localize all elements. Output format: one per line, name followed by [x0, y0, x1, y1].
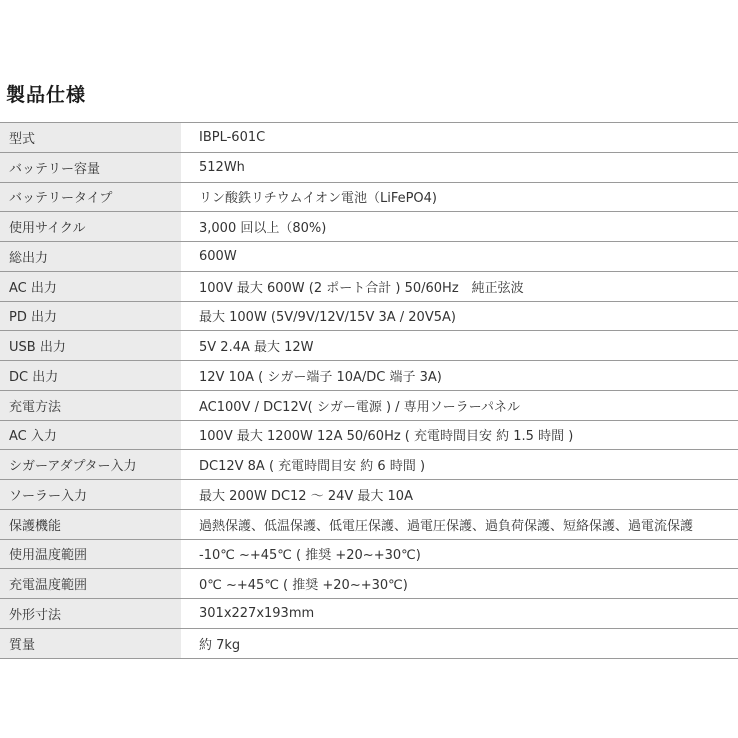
table-row — [0, 539, 738, 569]
table-row — [0, 242, 738, 272]
spec-value: 12V 10A ( シガー端子 10A/DC 端子 3A) — [181, 361, 738, 391]
spec-value: 3,000 回以上（80%) — [181, 212, 738, 242]
spec-label: シガーアダプター入力 — [0, 450, 181, 480]
table-row — [0, 361, 738, 391]
spec-value: IBPL-601C — [181, 123, 738, 153]
table-row — [0, 212, 738, 242]
spec-label: 使用温度範囲 — [0, 539, 181, 569]
spec-value: 600W — [181, 242, 738, 272]
spec-table — [0, 122, 738, 659]
table-row — [0, 509, 738, 539]
table-row — [0, 301, 738, 331]
table-row — [0, 628, 738, 658]
spec-label: 総出力 — [0, 242, 181, 272]
spec-value: リン酸鉄リチウムイオン電池（LiFePO4) — [181, 182, 738, 212]
spec-value: 301x227x193mm — [181, 599, 738, 629]
spec-label: AC 入力 — [0, 420, 181, 450]
page-title: 製品仕様 — [6, 84, 87, 106]
spec-label: バッテリー容量 — [0, 152, 181, 182]
table-row — [0, 569, 738, 599]
spec-label: 型式 — [0, 123, 181, 153]
spec-value: 約 7kg — [181, 628, 738, 658]
table-row — [0, 123, 738, 153]
spec-label: 保護機能 — [0, 509, 181, 539]
spec-value: 過熱保護、低温保護、低電圧保護、過電圧保護、過負荷保護、短絡保護、過電流保護 — [181, 509, 738, 539]
spec-label: 充電方法 — [0, 390, 181, 420]
spec-value: 最大 200W DC12 ～ 24V 最大 10A — [181, 480, 738, 510]
spec-label: PD 出力 — [0, 301, 181, 331]
spec-value: 100V 最大 1200W 12A 50/60Hz ( 充電時間目安 約 1.5 時間 ) — [181, 420, 738, 450]
table-row — [0, 390, 738, 420]
table-row — [0, 599, 738, 629]
spec-label: DC 出力 — [0, 361, 181, 391]
spec-label: ソーラー入力 — [0, 480, 181, 510]
spec-value: -10℃ ~+45℃ ( 推奨 +20~+30℃) — [181, 539, 738, 569]
table-row — [0, 480, 738, 510]
spec-value: 5V 2.4A 最大 12W — [181, 331, 738, 361]
spec-value: DC12V 8A ( 充電時間目安 約 6 時間 ) — [181, 450, 738, 480]
spec-value: 100V 最大 600W (2 ポート合計 ) 50/60Hz 純正弦波 — [181, 271, 738, 301]
table-row — [0, 182, 738, 212]
spec-label: 充電温度範囲 — [0, 569, 181, 599]
spec-label: バッテリータイプ — [0, 182, 181, 212]
spec-label: 使用サイクル — [0, 212, 181, 242]
table-row — [0, 331, 738, 361]
spec-label: 外形寸法 — [0, 599, 181, 629]
table-row — [0, 450, 738, 480]
table-row — [0, 420, 738, 450]
spec-label: 質量 — [0, 628, 181, 658]
spec-value: 最大 100W (5V/9V/12V/15V 3A / 20V5A) — [181, 301, 738, 331]
spec-label: AC 出力 — [0, 271, 181, 301]
spec-value: 0℃ ~+45℃ ( 推奨 +20~+30℃) — [181, 569, 738, 599]
spec-label: USB 出力 — [0, 331, 181, 361]
spec-value: 512Wh — [181, 152, 738, 182]
table-row — [0, 271, 738, 301]
spec-value: AC100V / DC12V( シガー電源 ) / 専用ソーラーパネル — [181, 390, 738, 420]
table-row — [0, 152, 738, 182]
